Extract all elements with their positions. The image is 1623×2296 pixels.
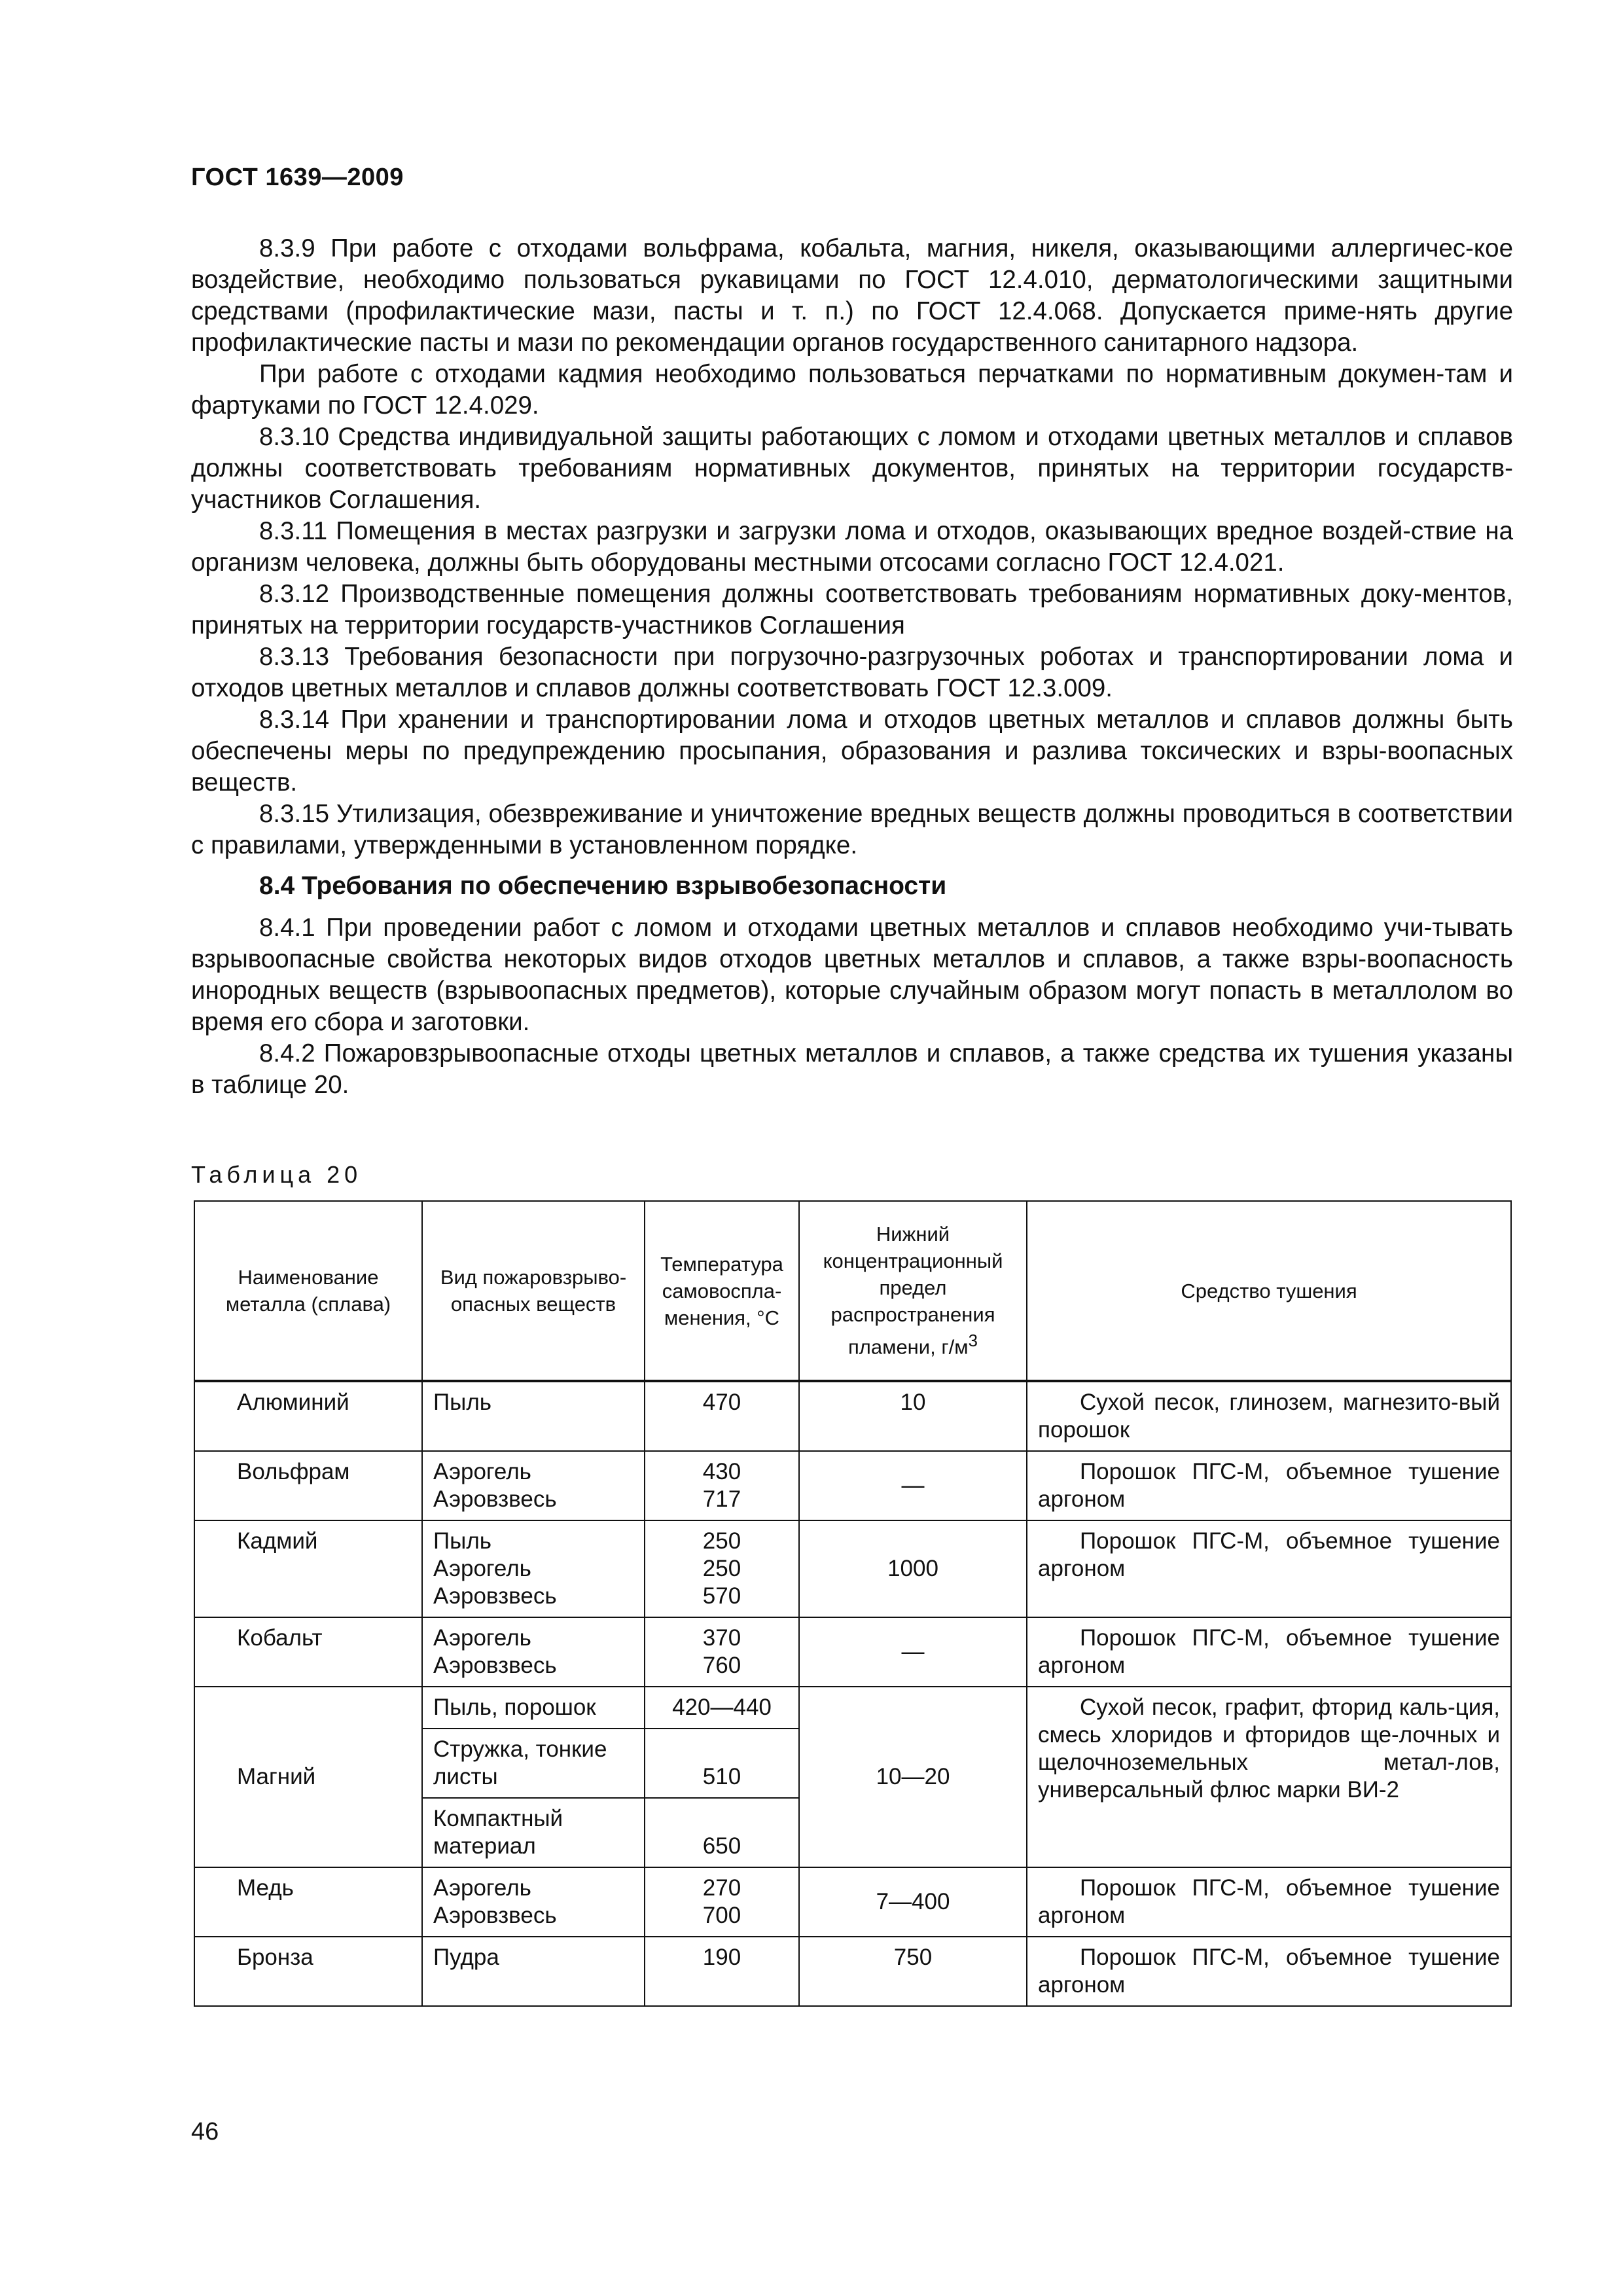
cell-ext-text: Порошок ПГС-М, объемное тушение аргоном (1038, 1625, 1500, 1678)
paragraph-8-3-9: 8.3.9 При работе с отходами вольфрама, кобальта, магния, никеля, оказывающими аллергичес-кое воздействие, необходимо пользоваться рукавицами по ГОСТ 12.4.010, дерматологическими защитными средствами (профилактические мази, пасты и т. п.) по ГОСТ 12.4.068. Допускается приме-нять другие профилактические пасты и мази по рекомендации органов государственного санитарного надзора. (191, 234, 1513, 357)
header-limit (799, 1201, 1027, 1381)
cell-ext-text: Порошок ПГС-М, объемное тушение аргоном (1038, 1945, 1500, 1998)
paragraph-8-3-11: 8.3.11 Помещения в местах разгрузки и загрузки лома и отходов, оказывающих вредное воздей-ствие на организм человека, должны быть оборудованы местными отсосами согласно ГОСТ 12.4.021. (191, 517, 1513, 577)
table-20 (194, 1200, 1512, 2007)
section-heading-8-4: 8.4 Требования по обеспечению взрывобезопасности (259, 872, 947, 900)
paragraph-8-3-10: 8.3.10 Средства индивидуальной защиты работающих с ломом и отходами цветных металлов и сплавов должны соответствовать требованиям нормативных документов, принятых на территории государств-участников Соглашения. (191, 423, 1513, 514)
table-caption: Таблица 20 (191, 1161, 363, 1188)
cell-temp: 250 250 570 (645, 1520, 799, 1617)
page-number: 46 (191, 2118, 219, 2145)
cell-limit: — (799, 1617, 1027, 1687)
cell-metal: Магний (194, 1687, 422, 1867)
cell-temp: 430 717 (645, 1451, 799, 1520)
cell-ext (1027, 1617, 1511, 1687)
cell-ext (1027, 1381, 1511, 1451)
paragraph-8-4-1: 8.4.1 При проведении работ с ломом и отходами цветных металлов и сплавов необходимо учи-тывать взрывоопасные свойства некоторых видов отходов цветных металлов и сплавов, а также взры-воопасность инородных веществ (взрывоопасных предметов), которые случайным образом могут попасть в металлолом во время его сбора и заготовки. (191, 914, 1513, 1036)
cell-limit: 1000 (799, 1520, 1027, 1617)
cell-temp: 270 700 (645, 1867, 799, 1937)
cell-limit: — (799, 1451, 1027, 1520)
cell-temp: 370 760 (645, 1617, 799, 1687)
cell-type: Пыль Аэрогель Аэровзвесь (422, 1520, 645, 1617)
cell-type: Пудра (422, 1937, 645, 2006)
cell-type: Пыль, порошок (422, 1687, 645, 1729)
cell-temp: 420—440 (645, 1687, 799, 1729)
cell-temp: 510 (645, 1729, 799, 1798)
table-row (194, 1937, 1511, 2006)
cell-type: Аэрогель Аэровзвесь (422, 1617, 645, 1687)
cell-ext-text: Порошок ПГС-М, объемное тушение аргоном (1038, 1875, 1500, 1928)
cell-ext-text: Порошок ПГС-М, объемное тушение аргоном (1038, 1528, 1500, 1581)
header-limit-text: Нижний концентрационный предел распространения пламени, г/м (823, 1223, 1003, 1359)
table-row (194, 1687, 1511, 1729)
cell-type: Стружка, тонкие листы (422, 1729, 645, 1798)
table-row (194, 1617, 1511, 1687)
cell-metal: Вольфрам (194, 1451, 422, 1520)
cell-metal: Кобальт (194, 1617, 422, 1687)
table-row (194, 1381, 1511, 1451)
table-row (194, 1451, 1511, 1520)
paragraph-8-3-12: 8.3.12 Производственные помещения должны соответствовать требованиям нормативных доку-ментов, принятых на территории государств-участников Соглашения (191, 580, 1513, 639)
cell-ext-text: Сухой песок, глинозем, магнезито-вый порошок (1038, 1390, 1500, 1443)
cell-type: Аэрогель Аэровзвесь (422, 1451, 645, 1520)
paragraph-8-3-13: 8.3.13 Требования безопасности при погрузочно-разгрузочных роботах и транспортировании лома и отходов цветных металлов и сплавов должны соответствовать ГОСТ 12.3.009. (191, 643, 1513, 702)
cell-type: Аэрогель Аэровзвесь (422, 1867, 645, 1937)
cell-temp: 470 (645, 1381, 799, 1451)
table-header-row (194, 1201, 1511, 1381)
cell-ext-text: Сухой песок, графит, фторид каль-ция, смесь хлоридов и фторидов ще-лочных и щелочноземельных метал-лов, универсальный флюс марки ВИ-2 (1038, 1695, 1500, 1803)
table-row (194, 1867, 1511, 1937)
table-row (194, 1520, 1511, 1617)
cell-type: Компактный материал (422, 1798, 645, 1867)
cell-ext (1027, 1937, 1511, 2006)
cell-temp: 190 (645, 1937, 799, 2006)
cell-ext-text: Порошок ПГС-М, объемное тушение аргоном (1038, 1459, 1500, 1512)
cell-ext (1027, 1520, 1511, 1617)
cell-temp: 650 (645, 1798, 799, 1867)
header-temp: Температура самовоспла-менения, °С (645, 1201, 799, 1381)
cell-metal: Алюминий (194, 1381, 422, 1451)
header-type: Вид пожаровзрыво-опасных веществ (422, 1201, 645, 1381)
cell-limit: 10—20 (799, 1687, 1027, 1867)
header-limit-sup: 3 (968, 1332, 978, 1351)
cell-limit: 10 (799, 1381, 1027, 1451)
paragraph-8-4-2: 8.4.2 Пожаровзрывоопасные отходы цветных металлов и сплавов, а также средства их тушения указаны в таблице 20. (191, 1039, 1513, 1099)
header-ext: Средство тушения (1027, 1201, 1511, 1381)
cell-ext (1027, 1687, 1511, 1867)
paragraph-8-3-14: 8.3.14 При хранении и транспортировании лома и отходов цветных металлов и сплавов должны быть обеспечены меры по предупреждению просыпания, образования и разлива токсических и взры-воопасных веществ. (191, 706, 1513, 797)
cell-metal: Медь (194, 1867, 422, 1937)
document-body (191, 233, 1513, 1101)
header-metal: Наименование металла (сплава) (194, 1201, 422, 1381)
cell-type: Пыль (422, 1381, 645, 1451)
document-header: ГОСТ 1639—2009 (191, 164, 404, 191)
cell-limit: 7—400 (799, 1867, 1027, 1937)
cell-metal: Бронза (194, 1937, 422, 2006)
cell-ext (1027, 1867, 1511, 1937)
cell-ext (1027, 1451, 1511, 1520)
paragraph-cadmium: При работе с отходами кадмия необходимо пользоваться перчатками по нормативным докумен-там и фартуками по ГОСТ 12.4.029. (191, 360, 1513, 420)
paragraph-8-3-15: 8.3.15 Утилизация, обезвреживание и уничтожение вредных веществ должны проводиться в соответствии с правилами, утвержденными в установленном порядке. (191, 800, 1513, 859)
cell-limit: 750 (799, 1937, 1027, 2006)
cell-metal: Кадмий (194, 1520, 422, 1617)
